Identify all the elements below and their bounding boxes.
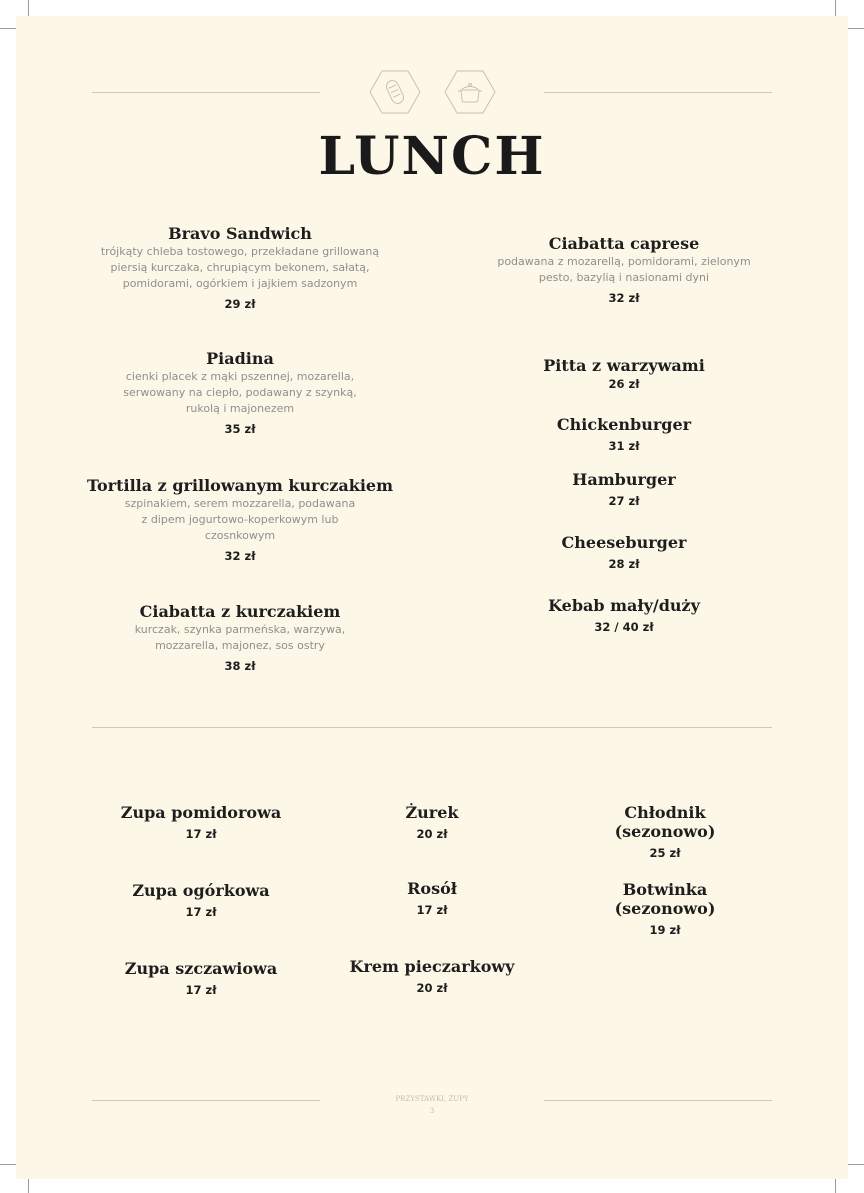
item-name: Pitta z warzywami <box>543 356 705 375</box>
item-name: Cheeseburger <box>561 533 687 552</box>
item-price: 19 zł <box>649 923 681 937</box>
footer-section-label: PRZYSTAWKI, ZUPY <box>395 1095 469 1103</box>
item-name: Kebab mały/duży <box>548 596 700 615</box>
menu-item <box>454 596 794 635</box>
soup-item <box>81 959 321 998</box>
item-price: 32 / 40 zł <box>594 620 654 634</box>
item-price: 38 zł <box>224 659 256 673</box>
item-name: Krem pieczarkowy <box>349 957 515 976</box>
menu-item <box>454 470 794 509</box>
item-description: trójkąty chleba tostowego, przekładane grillowaną piersią kurczaka, chrupiącym bekonem, sałatą, pomidorami, ogórkiem i jajkiem sadzonym <box>100 245 380 290</box>
menu-item <box>454 234 794 306</box>
item-price: 20 zł <box>416 827 448 841</box>
crop-mark <box>846 1164 864 1165</box>
item-name: Tortilla z grillowanym kurczakiem <box>86 476 394 495</box>
page-number: 3 <box>429 1107 435 1115</box>
item-name: Hamburger <box>572 470 676 489</box>
item-price: 17 zł <box>185 905 217 919</box>
soup-item <box>312 879 552 918</box>
item-name: Chłodnik <box>624 803 706 822</box>
item-price: 32 zł <box>224 549 256 563</box>
soup-item <box>312 957 552 996</box>
header-rule-right <box>544 92 772 93</box>
item-price: 35 zł <box>224 422 256 436</box>
item-name: Żurek <box>405 803 459 822</box>
item-description: cienki placek z mąki pszennej, mozarella, serwowany na ciepło, podawany z szynką, rukolą i majonezem <box>123 370 357 415</box>
page-footer <box>0 1093 864 1117</box>
item-name-note: (sezonowo) <box>614 822 716 841</box>
item-price: 29 zł <box>224 297 256 311</box>
page-title: LUNCH <box>318 126 546 187</box>
item-name: Rosół <box>407 879 457 898</box>
menu-item <box>70 476 410 564</box>
item-name: Botwinka <box>622 880 708 899</box>
item-name: Ciabatta z kurczakiem <box>139 602 341 621</box>
item-name: Piadina <box>206 349 274 368</box>
menu-item <box>70 602 410 674</box>
item-price: 25 zł <box>649 846 681 860</box>
header-rule-left <box>92 92 320 93</box>
item-name-note: (sezonowo) <box>614 899 716 918</box>
item-name: Zupa szczawiowa <box>124 959 278 978</box>
item-price: 32 zł <box>608 291 640 305</box>
menu-item <box>70 224 410 312</box>
item-name: Zupa pomidorowa <box>120 803 282 822</box>
bread-icon <box>369 70 421 114</box>
item-price: 17 zł <box>416 903 448 917</box>
item-price: 20 zł <box>416 981 448 995</box>
menu-item <box>454 415 794 454</box>
soup-item <box>312 803 552 842</box>
menu-item <box>454 533 794 572</box>
item-price: 28 zł <box>608 557 640 571</box>
item-price: 27 zł <box>608 494 640 508</box>
soup-item <box>81 881 321 920</box>
item-name: Ciabatta caprese <box>548 234 700 253</box>
crop-mark <box>846 28 864 29</box>
item-price: 26 zł <box>608 377 640 391</box>
section-divider <box>92 727 772 728</box>
item-name: Bravo Sandwich <box>168 224 312 243</box>
item-description: kurczak, szynka parmeńska, warzywa, mozzarella, majonez, sos ostry <box>134 623 346 652</box>
soup-item <box>81 803 321 842</box>
item-description: szpinakiem, serem mozzarella, podawana z dipem jogurtowo-koperkowym lub czosnkowym <box>124 497 356 542</box>
item-name: Chickenburger <box>556 415 692 434</box>
item-description: podawana z mozarellą, pomidorami, zielonym pesto, bazylią i nasionami dyni <box>497 255 751 284</box>
item-price: 17 zł <box>185 983 217 997</box>
soup-item <box>545 880 785 938</box>
menu-item <box>454 356 794 392</box>
menu-item <box>70 349 410 437</box>
item-price: 31 zł <box>608 439 640 453</box>
item-price: 17 zł <box>185 827 217 841</box>
soup-item <box>545 803 785 861</box>
item-name: Zupa ogórkowa <box>132 881 270 900</box>
pot-icon <box>444 70 496 114</box>
